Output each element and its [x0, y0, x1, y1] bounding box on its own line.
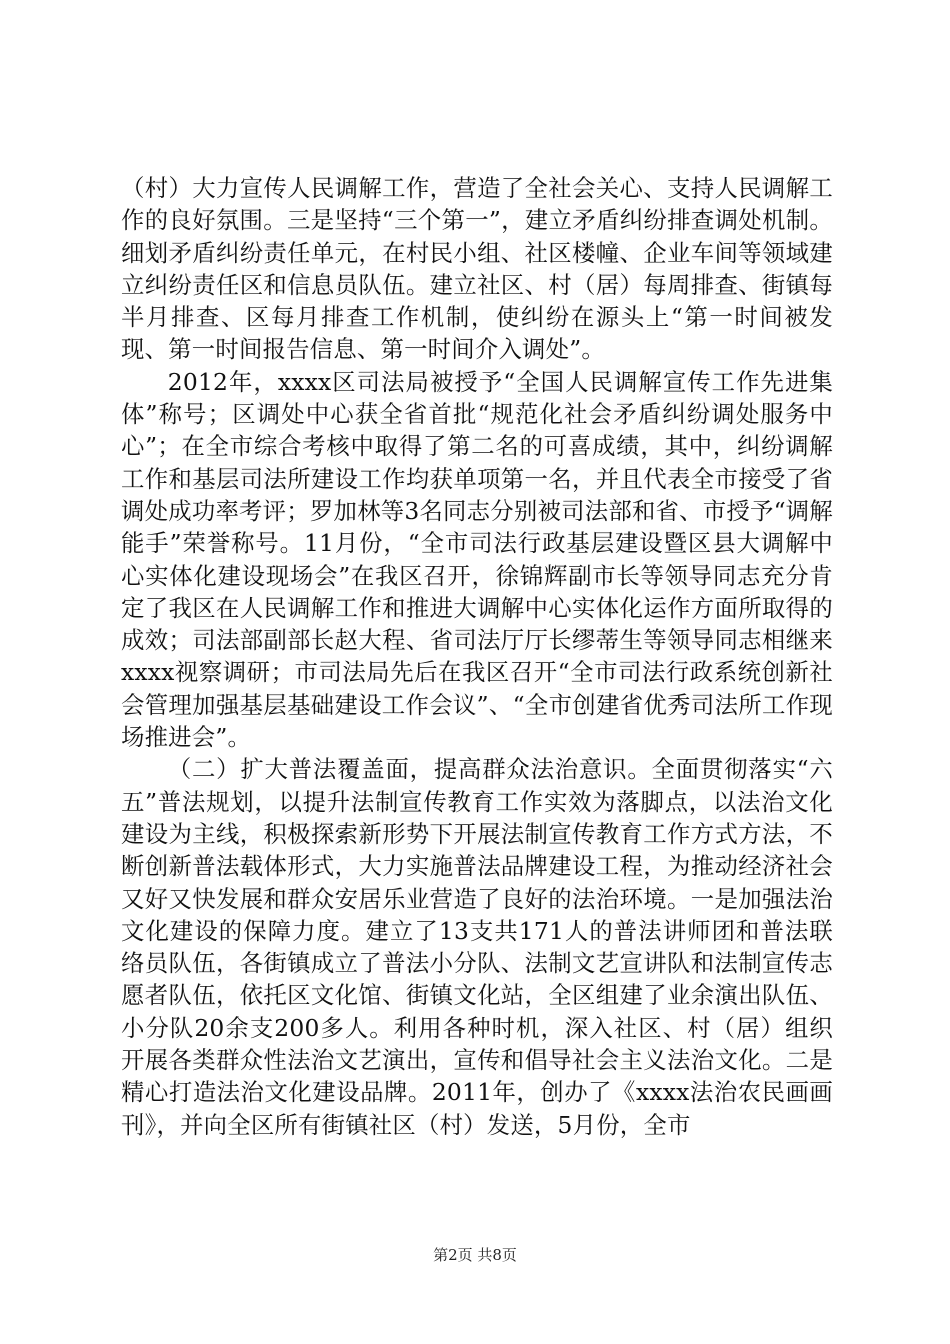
paragraph-continuation: （村）大力宣传人民调解工作，营造了全社会关心、支持人民调解工作的良好氛围。三是坚持“三个第一”，建立矛盾纠纷排查调处机制。细划矛盾纠纷责任单元，在村民小组、社区楼幢、企业车间等领域建立纠纷责任区和信息员队伍。建立社区、村（居）每周排查、街镇每半月排查、区每月排查工作机制，使纠纷在源头上“第一时间被发现、第一时间报告信息、第一时间介入调处”。: [121, 174, 833, 364]
document-body: [121, 172, 833, 1141]
page-footer: 第2页 共8页: [433, 1246, 517, 1264]
paragraph-legal-education: （二）扩大普法覆盖面，提高群众法治意识。全面贯彻落实“六五”普法规划，以提升法制宣传教育工作实效为落脚点，以法治文化建设为主线，积极探索新形势下开展法制宣传教育工作方式方法，不断创新普法载体形式，大力实施普法品牌建设工程，为推动经济社会又好又快发展和群众安居乐业营造了良好的法治环境。一是加强法治文化建设的保障力度。建立了13支共171人的普法讲师团和普法联络员队伍，各街镇成立了普法小分队、法制文艺宣讲队和法制宣传志愿者队伍，依托区文化馆、街镇文化站，全区组建了业余演出队伍、小分队20余支200多人。利用各种时机，深入社区、村（居）组织开展各类群众性法治文艺演出，宣传和倡导社会主义法治文化。二是精心打造法治文化建设品牌。2011年，创办了《xxxx法治农民画画刊》，并向全区所有街镇社区（村）发送，5月份，全市: [121, 755, 833, 1139]
paragraph-2012-achievements: 2012年，xxxx区司法局被授予“全国人民调解宣传工作先进集体”称号；区调处中心获全省首批“规范化社会矛盾纠纷调处服务中心”；在全市综合考核中取得了第二名的可喜成绩，其中，纠纷调解工作和基层司法所建设工作均获单项第一名，并且代表全市接受了省调处成功率考评；罗加林等3名同志分别被司法部和省、市授予“调解能手”荣誉称号。11月份，“全市司法行政基层建设暨区县大调解中心实体化建设现场会”在我区召开，徐锦辉副市长等领导同志充分肯定了我区在人民调解工作和推进大调解中心实体化运作方面所取得的成效；司法部副部长赵大程、省司法厅厅长缪蒂生等领导同志相继来xxxx视察调研；市司法局先后在我区召开“全市司法行政系统创新社会管理加强基层基础建设工作会议”、“全市创建省优秀司法所工作现场推进会”。: [121, 367, 833, 752]
